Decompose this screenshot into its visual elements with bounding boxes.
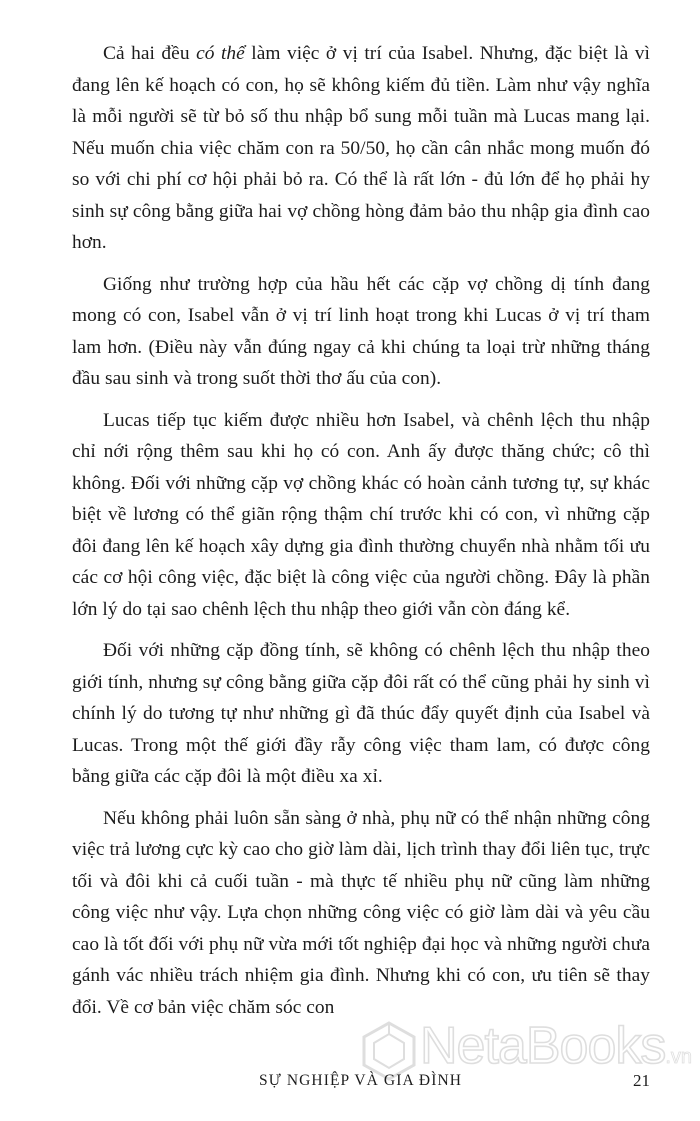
paragraph-1 xyxy=(72,38,650,259)
page-number: 21 xyxy=(633,1071,650,1090)
body-text xyxy=(72,38,650,1033)
paragraph-2: Giống như trường hợp của hầu hết các cặp vợ chồng dị tính đang mong có con, Isabel vẫn ở vị trí linh hoạt trong khi Lucas ở vị trí tham lam hơn. (Điều này vẫn đúng ngay cả khi chúng ta loại trừ những tháng đầu sau sinh và trong suốt thời thơ ấu của con). xyxy=(72,273,650,389)
page-footer xyxy=(0,1070,700,1100)
watermark-brand-name: NetaBooks xyxy=(420,1017,666,1075)
paragraph-1-before: Cả hai đều xyxy=(103,43,197,64)
paragraph-1-italic: có thể xyxy=(196,43,245,64)
paragraph-4: Đối với những cặp đồng tính, sẽ không có chênh lệch thu nhập theo giới tính, nhưng sự công bằng giữa cặp đôi rất có thể cũng phải hy sinh vì chính lý do tương tự như những gì đã thúc đẩy quyết định của Isabel và Lucas. Trong một thế giới đầy rẫy công việc tham lam, có được công bằng giữa các cặp đôi là một điều xa xỉ. xyxy=(72,640,650,787)
paragraph-3: Lucas tiếp tục kiếm được nhiều hơn Isabel, và chênh lệch thu nhập chỉ nới rộng thêm sau khi họ có con. Anh ấy được thăng chức; cô thì không. Đối với những cặp vợ chồng khác có hoàn cảnh tương tự, sự khác biệt về lương có thể giãn rộng thậm chí trước khi có con, vì những cặp đôi đang lên kế hoạch xây dựng gia đình thường chuyển nhà nhằm tối ưu các cơ hội công việc, đặc biệt là công việc của người chồng. Đây là phần lớn lý do tại sao chênh lệch thu nhập theo giới vẫn còn đáng kể. xyxy=(72,409,650,620)
watermark-tld: .vn xyxy=(665,1046,693,1068)
paragraph-5: Nếu không phải luôn sẵn sàng ở nhà, phụ nữ có thể nhận những công việc trả lương cực kỳ cao cho giờ làm dài, lịch trình thay đổi liên tục, trực tối và đôi khi cả cuối tuần - mà thực tế nhiều phụ nữ cũng làm những công việc như vậy. Lựa chọn những công việc có giờ làm dài và yêu cầu cao là tốt đối với phụ nữ vừa mới tốt nghiệp đại học và những người chưa gánh vác nhiều trách nhiệm gia đình. Nhưng khi có con, ưu tiên sẽ thay đổi. Về cơ bản việc chăm sóc con xyxy=(72,807,650,1018)
paragraph-1-after: làm việc ở vị trí của Isabel. Nhưng, đặc biệt là vì đang lên kế hoạch có con, họ sẽ không kiếm đủ tiền. Làm như vậy nghĩa là mỗi người sẽ từ bỏ số thu nhập bổ sung mỗi tuần mà Lucas mang lại. Nếu muốn chia việc chăm con ra 50/50, họ cần cân nhắc mong muốn đó so với chi phí cơ hội phải bỏ ra. Có thể là rất lớn - đủ lớn để họ phải hy sinh sự công bằng giữa hai vợ chồng hòng đảm bảo thu nhập gia đình cao hơn. xyxy=(72,43,650,253)
running-head: SỰ NGHIỆP VÀ GIA ĐÌNH xyxy=(259,1072,463,1089)
